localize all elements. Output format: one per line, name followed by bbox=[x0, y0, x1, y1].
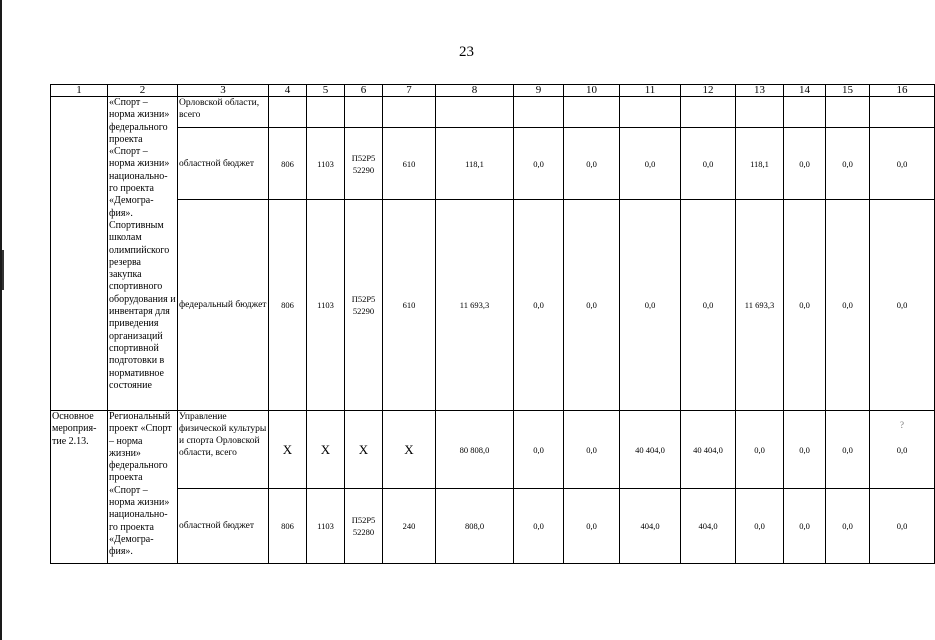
table-cell: 11 693,3 bbox=[736, 200, 784, 411]
table-cell: 0,0 bbox=[514, 411, 564, 489]
table-cell: 1103 bbox=[307, 489, 345, 564]
column-header: 12 bbox=[681, 85, 736, 97]
table-row bbox=[51, 411, 935, 489]
table-cell: 0,0 bbox=[870, 128, 935, 200]
table-cell: 0,0 bbox=[620, 200, 681, 411]
column-header: 6 bbox=[345, 85, 383, 97]
table-cell: 80 808,0 bbox=[436, 411, 514, 489]
column-header: 2 bbox=[108, 85, 178, 97]
table-cell: 0,0 bbox=[564, 411, 620, 489]
table-cell bbox=[784, 97, 826, 128]
executor-cell: Управление физической культуры и спорта Орловской области, всего bbox=[178, 411, 269, 489]
table-cell bbox=[870, 97, 935, 128]
table-cell: 0,0 bbox=[564, 200, 620, 411]
table-cell: 0,0 bbox=[681, 128, 736, 200]
table-cell bbox=[681, 97, 736, 128]
table-cell: 0,0 bbox=[784, 489, 826, 564]
table-cell: Х bbox=[383, 411, 436, 489]
table-cell: 0,0 bbox=[514, 200, 564, 411]
table-cell: 0,0 bbox=[514, 128, 564, 200]
table-cell: Х bbox=[307, 411, 345, 489]
table-cell: 0,0 bbox=[826, 128, 870, 200]
table-cell: 0,0 bbox=[784, 128, 826, 200]
header-row bbox=[51, 85, 935, 97]
table-row bbox=[51, 200, 935, 411]
table-cell: 0,0 bbox=[564, 489, 620, 564]
table-cell bbox=[564, 97, 620, 128]
table-row bbox=[51, 97, 935, 128]
column-header: 14 bbox=[784, 85, 826, 97]
table-cell: 404,0 bbox=[620, 489, 681, 564]
table-cell: 40 404,0 bbox=[620, 411, 681, 489]
budget-table bbox=[50, 84, 935, 564]
table-cell: 806 bbox=[269, 128, 307, 200]
column-header: 1 bbox=[51, 85, 108, 97]
table-cell: 806 bbox=[269, 200, 307, 411]
table-cell: П52Р5 52280 bbox=[345, 489, 383, 564]
table-cell: 610 bbox=[383, 200, 436, 411]
table-row bbox=[51, 489, 935, 564]
table-cell bbox=[383, 97, 436, 128]
scan-left-edge bbox=[0, 0, 2, 640]
column-header: 7 bbox=[383, 85, 436, 97]
budget-source-cell: областной бюджет bbox=[178, 489, 269, 564]
table-cell: Х bbox=[269, 411, 307, 489]
table-cell: 1103 bbox=[307, 128, 345, 200]
table-cell: 0,0 bbox=[736, 411, 784, 489]
budget-source-cell: федеральный бюджет bbox=[178, 200, 269, 411]
table-cell: 0,0 bbox=[620, 128, 681, 200]
table-cell: Х bbox=[345, 411, 383, 489]
measure-cell bbox=[51, 97, 108, 411]
table-cell: 808,0 bbox=[436, 489, 514, 564]
table-cell bbox=[514, 97, 564, 128]
column-header: 13 bbox=[736, 85, 784, 97]
table-cell: 0,0 bbox=[736, 489, 784, 564]
table-cell: 0,0 bbox=[870, 200, 935, 411]
column-header: 9 bbox=[514, 85, 564, 97]
table-cell bbox=[826, 97, 870, 128]
column-header: 3 bbox=[178, 85, 269, 97]
column-header: 11 bbox=[620, 85, 681, 97]
table-cell bbox=[307, 97, 345, 128]
table-cell bbox=[736, 97, 784, 128]
project-name-cell: «Спорт – норма жизни» федерального проекта «Спорт – норма жизни» национально-го проекта «Демогра-фия». Спортивным школам олимпийского резерва закупка спортивного оборудования и инвентаря для приведения организаций спортивной подготовки в нормативное состояние bbox=[108, 97, 178, 411]
column-header: 8 bbox=[436, 85, 514, 97]
table-row bbox=[51, 128, 935, 200]
table-cell bbox=[269, 97, 307, 128]
table-cell: 806 bbox=[269, 489, 307, 564]
margin-mark: ? bbox=[900, 420, 904, 430]
table-cell: 240 bbox=[383, 489, 436, 564]
table-cell: 1103 bbox=[307, 200, 345, 411]
table-cell: 0,0 bbox=[870, 411, 935, 489]
table-cell: 0,0 bbox=[826, 489, 870, 564]
measure-cell: Основное мероприя-тие 2.13. bbox=[51, 411, 108, 564]
table-cell bbox=[345, 97, 383, 128]
table-cell bbox=[436, 97, 514, 128]
table-cell: 0,0 bbox=[564, 128, 620, 200]
table-cell: 404,0 bbox=[681, 489, 736, 564]
table-cell: 0,0 bbox=[784, 411, 826, 489]
table-cell: 118,1 bbox=[436, 128, 514, 200]
table-cell: 0,0 bbox=[826, 411, 870, 489]
column-header: 15 bbox=[826, 85, 870, 97]
executor-cell: Орловской области, всего bbox=[178, 97, 269, 128]
column-header: 16 bbox=[870, 85, 935, 97]
table-cell bbox=[620, 97, 681, 128]
table-cell: П52Р5 52290 bbox=[345, 128, 383, 200]
table-cell: 118,1 bbox=[736, 128, 784, 200]
page-number: 23 bbox=[459, 44, 474, 60]
table-cell: 610 bbox=[383, 128, 436, 200]
table-cell: 40 404,0 bbox=[681, 411, 736, 489]
table-cell: 0,0 bbox=[870, 489, 935, 564]
scan-edge-mark bbox=[2, 250, 4, 290]
table-cell: 0,0 bbox=[514, 489, 564, 564]
budget-source-cell: областной бюджет bbox=[178, 128, 269, 200]
table-cell: 0,0 bbox=[681, 200, 736, 411]
table-cell: 0,0 bbox=[784, 200, 826, 411]
column-header: 4 bbox=[269, 85, 307, 97]
table-cell: 11 693,3 bbox=[436, 200, 514, 411]
column-header: 5 bbox=[307, 85, 345, 97]
project-name-cell: Региональный проект «Спорт – норма жизни» федерального проекта «Спорт – норма жизни» национально-го проекта «Демогра-фия». bbox=[108, 411, 178, 564]
table-cell: П52Р5 52290 bbox=[345, 200, 383, 411]
table-cell: 0,0 bbox=[826, 200, 870, 411]
column-header: 10 bbox=[564, 85, 620, 97]
